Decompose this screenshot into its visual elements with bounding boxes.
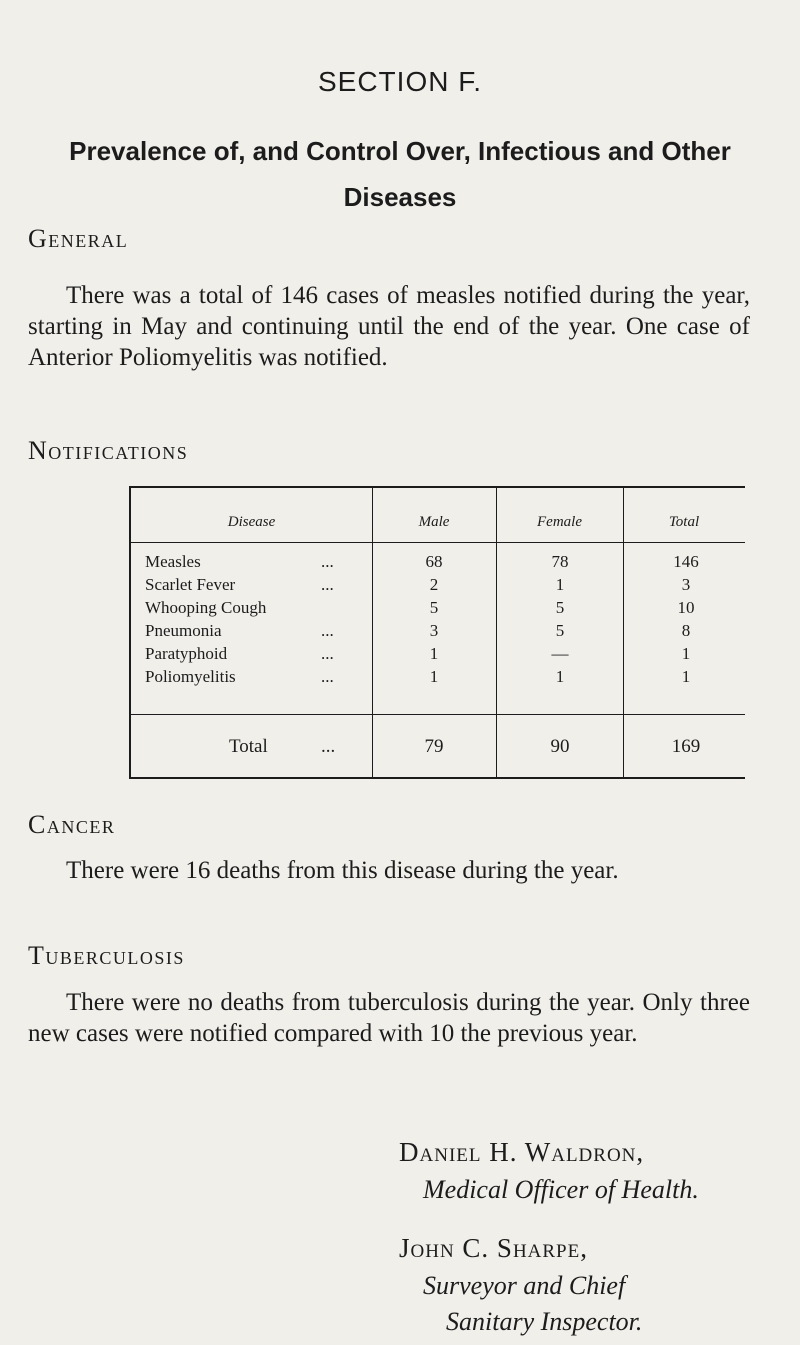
male-count: 1 [429,644,439,663]
table-row [131,552,745,574]
tuberculosis-heading: Tuberculosis [28,941,185,970]
male-count: 1 [429,667,439,686]
disease-name: Measles [145,552,201,571]
column-header-total: Total [668,514,700,530]
disease-name: Pneumonia [145,621,222,640]
leader-dots: ... [321,621,334,640]
disease-name: Paratyphoid [145,644,228,663]
disease-name: Scarlet Fever [145,575,236,594]
female-count: — [551,644,569,663]
column-header-male: Male [418,514,450,530]
notifications-table [129,486,745,779]
signature-name: John C. Sharpe, [399,1233,588,1263]
cancer-heading: Cancer [28,810,116,839]
total-count: 146 [673,552,699,571]
general-text: There was a total of 146 cases of measles notified during the year, starting in May and continuing until the end of the year. One case of Anterior Poliomyelitis was notified. [28,282,750,371]
total-count: 10 [677,598,695,617]
leader-dots: ... [321,552,334,571]
table-row [131,575,745,597]
female-count: 5 [555,598,565,617]
leader-dots: ... [321,667,334,686]
grand-total: 169 [671,736,701,757]
table-total-row [131,736,745,758]
table-row [131,667,745,689]
male-count: 68 [425,552,443,571]
tuberculosis-text: There were no deaths from tuberculosis during the year. Only three new cases were notified compared with 10 the previous year. [28,989,750,1047]
section-label: SECTION F. [317,66,482,97]
male-count: 2 [429,575,439,594]
signature-title: Surveyor and Chief [423,1271,626,1300]
signature-title: Medical Officer of Health. [423,1175,699,1204]
total-label: Total [229,736,268,757]
cancer-text: There were 16 deaths from this disease during the year. [66,857,619,884]
table-row [131,598,745,620]
total-count: 3 [681,575,691,594]
general-paragraph [28,280,750,373]
general-heading: General [28,224,129,253]
page-title: Prevalence of, and Control Over, Infectious and Other Diseases [69,136,731,212]
cancer-paragraph [28,855,750,886]
female-count: 1 [555,667,565,686]
disease-name: Whooping Cough [145,598,267,617]
leader-dots: ... [321,644,334,663]
table-row [131,644,745,666]
female-total: 90 [550,736,570,757]
signature-name: Daniel H. Waldron, [399,1137,645,1167]
total-count: 8 [681,621,691,640]
male-count: 5 [429,598,439,617]
female-count: 1 [555,575,565,594]
table-row [131,621,745,643]
male-count: 3 [429,621,439,640]
notifications-heading: Notifications [28,436,189,465]
column-header-female: Female [537,514,582,530]
tuberculosis-paragraph [28,987,750,1049]
signature-title-continued: Sanitary Inspector. [446,1307,643,1336]
disease-name: Poliomyelitis [145,667,236,686]
female-count: 78 [551,552,569,571]
leader-dots: ... [321,736,336,757]
column-header-disease: Disease [227,514,276,530]
total-count: 1 [681,667,691,686]
leader-dots: ... [321,575,334,594]
female-count: 5 [555,621,565,640]
total-count: 1 [681,644,691,663]
male-total: 79 [424,736,444,757]
